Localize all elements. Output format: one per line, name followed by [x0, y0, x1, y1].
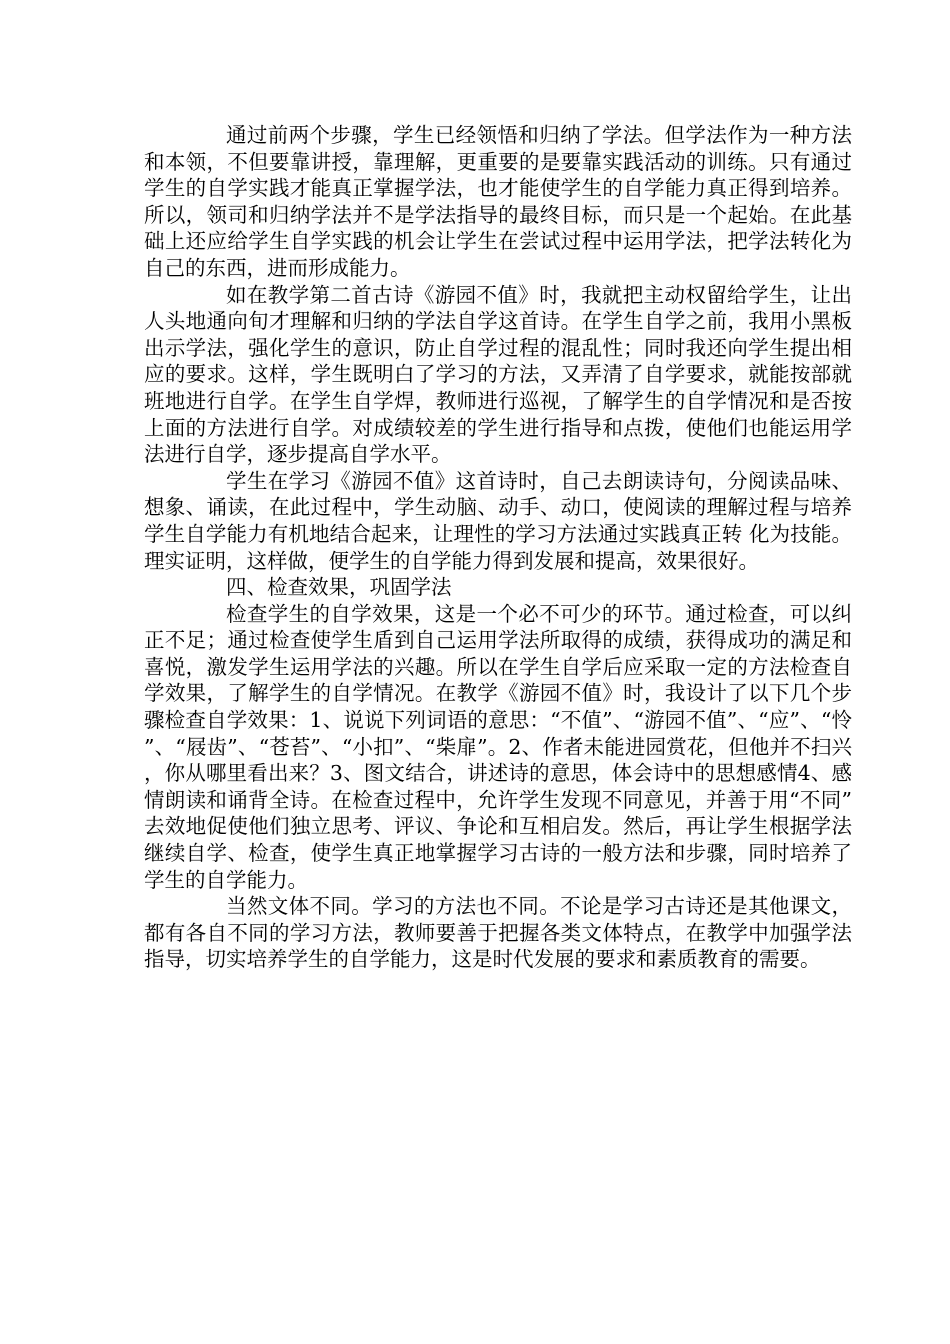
paragraph-practice-method: 通过前两个步骤，学生已经领悟和归纳了学法。但学法作为一种方法和本领，不但要靠讲授，靠理解，更重要的是要靠实践活动的训练。只有通过学生的自学实践才能真正掌握学法，也才能使学生的自学能力真正得到培养。所以，领司和归纳学法并不是学法指导的最终目标，而只是一个起始。在此基础上还应给学生自学实践的机会让学生在尝试过程中运用学法，把学法转化为自己的东西，进而形成能力。 [144, 123, 852, 280]
section-heading-check-effect: 四、检查效果，巩固学法 [226, 575, 452, 600]
document-body [144, 122, 852, 973]
paragraph-teaching-example: 如在教学第二首古诗《游园不值》时，我就把主动权留给学生，让出人头地通向旬才理解和归纳的学法自学这首诗。在学生自学之前，我用小黑板出示学法，强化学生的意识，防止自学过程的混乱性；同时我还向学生提出相应的要求。这样，学生既明白了学习的方法，又弄清了自学要求，就能按部就班地进行自学。在学生自学焊，教师进行巡视，了解学生的自学情况和是否按上面的方法进行自学。对成绩较差的学生进行指导和点拨，使他们也能运用学法进行自学，逐步提高自学水平。 [144, 282, 852, 467]
paragraph-conclusion: 当然文体不同。学习的方法也不同。不论是学习古诗还是其他课文，都有各自不同的学习方法，教师要善于把握各类文体特点，在教学中加强学法指导，切实培养学生的自学能力，这是时代发展的要求和素质教育的需要。 [144, 894, 852, 972]
paragraph-student-learning: 学生在学习《游园不值》这首诗时，自己去朗读诗句，分阅读品味、想象、诵读，在此过程中，学生动脑、动手、动口，使阅读的理解过程与培养学生自学能力有机地结合起来，让理性的学习方法通过实践真正转 化为技能。理实证明，这样做，便学生的自学能力得到发展和提高，效果很好。 [144, 468, 852, 573]
paragraph-check-results: 检查学生的自学效果，这是一个必不可少的环节。通过检查，可以纠正不足；通过检查使学生盾到自己运用学法所取得的成绩，获得成功的满足和喜悦，激发学生运用学法的兴趣。所以在学生自学后应采取一定的方法检查自学效果，了解学生的自学情况。在教学《游园不值》时，我设计了以下几个步骤检查自学效果：1、说说下列词语的意思：“不值”、“游园不值”、“应”、“怜”、“屐齿”、“苍苔”、“小扣”、“柴扉”。2、作者未能进园赏花，但他并不扫兴，你从哪里看出来？3、图文结合，讲述诗的意思，体会诗中的思想感情4、感情朗读和诵背全诗。在检查过程中，允许学生发现不同意见，并善于用“不同”去效地促使他们独立思考、评议、争论和互相启发。然后，再让学生根据学法继续自学、检查，使学生真正地掌握学习古诗的一般方法和步骤，同时培养了学生的自学能力。 [144, 601, 852, 892]
